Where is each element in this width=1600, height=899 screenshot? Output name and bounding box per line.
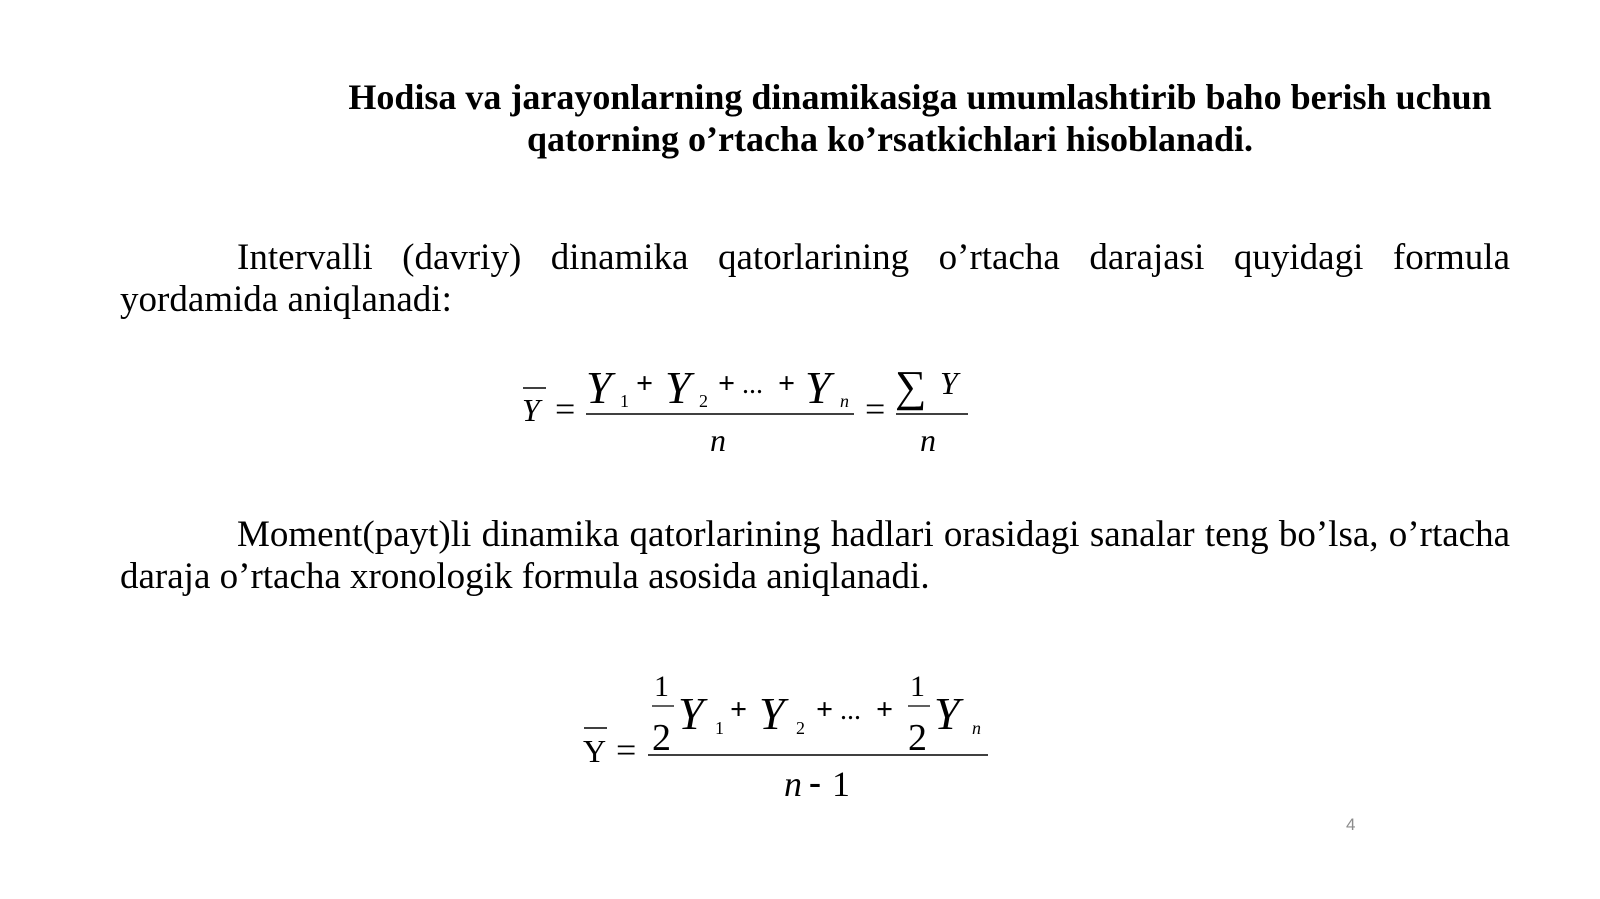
lhs-y-bar: Y — [583, 733, 607, 769]
term-yn: Y — [934, 688, 960, 739]
plus-sign: + — [816, 693, 834, 726]
sub-n: n — [840, 391, 849, 411]
half-numerator: 1 — [910, 670, 925, 703]
half-denominator: 2 — [652, 717, 671, 759]
denominator-one: 1 — [832, 764, 850, 804]
paragraph-moment-text: Moment(payt)li dinamika qatorlarining hadlari orasidagi sanalar teng bo’lsa, o’rtacha daraja o’rtacha xronologik formula asosida aniqlanadi. — [120, 514, 1510, 597]
plus-sign: + — [730, 693, 748, 726]
formula-chronological-mean — [570, 655, 1000, 815]
half-numerator: 1 — [654, 670, 669, 703]
denominator-n: n — [710, 422, 726, 458]
equals-sign: = — [616, 730, 637, 770]
plus-sign: + — [778, 367, 796, 400]
formula-interval-mean-svg — [510, 350, 980, 470]
title-line-2: qatorning o’rtacha ko’rsatkichlari hisoblanadi. — [526, 119, 1254, 159]
title-line-1: Hodisa va jarayonlarning dinamikasiga umumlashtirib baho berish uchun — [348, 77, 1492, 117]
paragraph-interval-series — [120, 237, 1510, 321]
sub-n: n — [972, 718, 981, 738]
sum-variable: Y — [940, 365, 958, 401]
term-y1: Y — [678, 688, 704, 739]
sub-1: 1 — [715, 718, 724, 738]
page-number: 4 — [1346, 815, 1356, 834]
minus-sign: - — [809, 762, 821, 802]
lhs-y-bar: Y — [522, 392, 540, 428]
plus-sign: + — [718, 367, 736, 400]
term-y2: Y — [665, 362, 691, 413]
half-denominator: 2 — [908, 717, 927, 759]
sub-2: 2 — [699, 391, 708, 411]
formula-chronological-mean-svg — [570, 655, 1000, 815]
slide-title — [200, 76, 1580, 160]
paragraph-interval-text: Intervalli (davriy) dinamika qatorlarining o’rtacha darajasi quyidagi formula yordamida aniqlanadi: — [120, 237, 1510, 320]
term-y2: Y — [759, 688, 785, 739]
equals-sign: = — [865, 389, 886, 429]
term-y1: Y — [586, 362, 612, 413]
denominator-n: n — [920, 422, 936, 458]
sub-1: 1 — [620, 391, 629, 411]
term-yn: Y — [805, 362, 831, 413]
ellipsis: ... — [742, 369, 763, 400]
paragraph-moment-series — [120, 514, 1510, 598]
plus-sign: + — [636, 367, 654, 400]
ellipsis: ... — [840, 695, 861, 726]
sub-2: 2 — [796, 718, 805, 738]
plus-sign: + — [876, 693, 894, 726]
equals-sign: = — [555, 389, 576, 429]
formula-interval-mean — [510, 350, 980, 470]
denominator-n: n — [784, 764, 802, 804]
sigma-icon: ∑ — [895, 362, 927, 411]
